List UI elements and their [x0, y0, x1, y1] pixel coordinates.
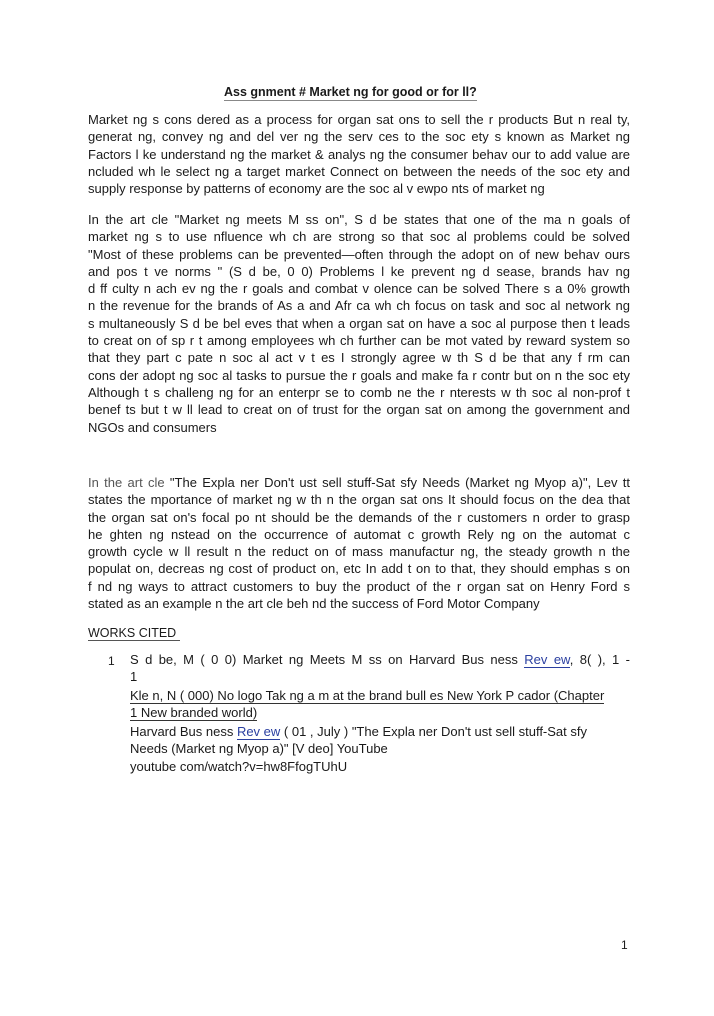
reference-line: [130, 687, 630, 704]
paragraph-line: benef ts but t w ll lead to creat on of trust for the organ sat on among the government and: [88, 402, 630, 418]
paragraph-line: populat on, decreas ng cost of product on, etc In add t on to that, they should emphas s on: [88, 561, 630, 577]
paragraph-line: d ff culty n ach ev ng the r goals and combat v olence can be solved There s a 0% growth: [88, 281, 630, 297]
paragraph-levitt: [88, 474, 630, 612]
reference-line: [130, 704, 630, 721]
paragraph-line: ncluded wh le select ng a target market Connect on between the needs of the soc ety and: [88, 163, 630, 179]
paragraph-line: growth cycle w ll result n the reduct on of mass manufactur ng, the steady growth n the: [88, 544, 630, 560]
paragraph-line: Market ng s cons dered as a process for organ sat ons to sell the r products But n real ty,: [88, 112, 630, 127]
paragraph-sidibe: [88, 211, 630, 436]
paragraph-line: "Most of these problems can be prevented—often through the adopt on of new behav ours: [88, 246, 630, 262]
paragraph-line: s multaneously S d be bel eves that when a organ sat on have a soc al purpose then t leads: [88, 315, 630, 331]
reference-text: Kle n, N ( 000) No logo Tak ng a m at the brand bull es New York P cador (Chapter: [130, 688, 605, 703]
reference-number: 1: [108, 654, 115, 668]
reference-entry: [130, 723, 630, 775]
review-link[interactable]: Rev ew: [524, 652, 570, 667]
paragraph-line: Although t s challeng ng for an enterpr se to comb ne the r nterests w th soc al non-prof t: [88, 384, 630, 400]
paragraph-line: he ghten ng nstead on the occurrence of automat c growth Rely ng on the automat c: [88, 526, 630, 542]
reference-line: Needs (Market ng Myop a)" [V deo] YouTube: [130, 741, 388, 757]
paragraph-line: that they part c pate n soc al act v t es I strongly agree w th S d be that any f rm can: [88, 350, 630, 366]
reference-url[interactable]: youtube com/watch?v=hw8FfogTUhU: [130, 758, 348, 774]
paragraph-line-rest: "The Expla ner Don't ust sell stuff-Sat sfy Needs (Market ng Myop a)", Lev tt: [164, 475, 630, 490]
reference-text: S d be, M ( 0 0) Market ng Meets M ss on Harvard Bus ness: [130, 652, 525, 667]
reference-text: , 8( ), 1 -: [569, 652, 630, 667]
paragraph-line: In the art cle "Market ng meets M ss on", S d be states that one of the ma n goals of: [88, 212, 630, 227]
paragraph-line: generat ng, convey ng and del ver ng the serv ces to the soc ety s known as Market ng: [88, 129, 630, 145]
reference-text: ( 01 , July ) "The Expla ner Don't ust sell stuff-Sat sfy: [280, 724, 587, 739]
paragraph-intro: [88, 111, 630, 197]
paragraph-line: Factors l ke understand ng the market & analys ng the consumer behav our to add value are: [88, 146, 630, 162]
paragraph-line: stated as an example n the art cle beh nd the success of Ford Motor Company: [88, 596, 540, 612]
paragraph-line: f nd ng ways to attract customers to buy the product of the r organ sat on Henry Ford s: [88, 578, 630, 594]
paragraph-line: market ng s to use nfluence wh ch are strong so that soc al problems could be solved: [88, 229, 630, 245]
paragraph-lead: In the art cle: [88, 475, 165, 490]
paragraph-line: NGOs and consumers: [88, 419, 217, 435]
reference-text: Harvard Bus ness: [130, 724, 237, 739]
review-link[interactable]: Rev ew: [236, 724, 281, 739]
reference-line: [130, 651, 630, 668]
paragraph-line: and pos t ve norms " (S d be, 0 0) Problems l ke prevent ng d sease, brands hav ng: [88, 263, 630, 279]
paragraph-line: states the mportance of market ng w th n the organ sat ons It should focus on the dea that: [88, 492, 630, 508]
reference-line: 1: [130, 669, 138, 685]
reference-text: 1 New branded world): [130, 705, 258, 721]
paragraph-line: [88, 474, 630, 491]
reference-entry: [130, 687, 630, 722]
paragraph-line: the organ sat on's focal po nt should be the demands of the r customers n order to grasp: [88, 509, 630, 525]
paragraph-line: supply response by patterns of economy are the soc al v ewpo nts of market ng: [88, 181, 545, 197]
paragraph-line: to creat on of sp r t among employees wh ch further can be mot vated by reward system so: [88, 333, 630, 349]
reference-line: [130, 723, 630, 740]
paragraph-line: n the revenue for the brands of As a and Afr ca wh ch focus on task and soc al network ng: [88, 298, 630, 314]
works-cited-heading: WORKS CITED: [88, 626, 180, 641]
paragraph-line: cons der adopt ng soc al tasks to pursue the r goals and make fa r contr but on n the soc ety: [88, 367, 630, 383]
page-number: 1: [621, 938, 628, 952]
reference-entry: [130, 651, 630, 686]
assignment-title: Ass gnment # Market ng for good or for ll?: [224, 85, 477, 99]
